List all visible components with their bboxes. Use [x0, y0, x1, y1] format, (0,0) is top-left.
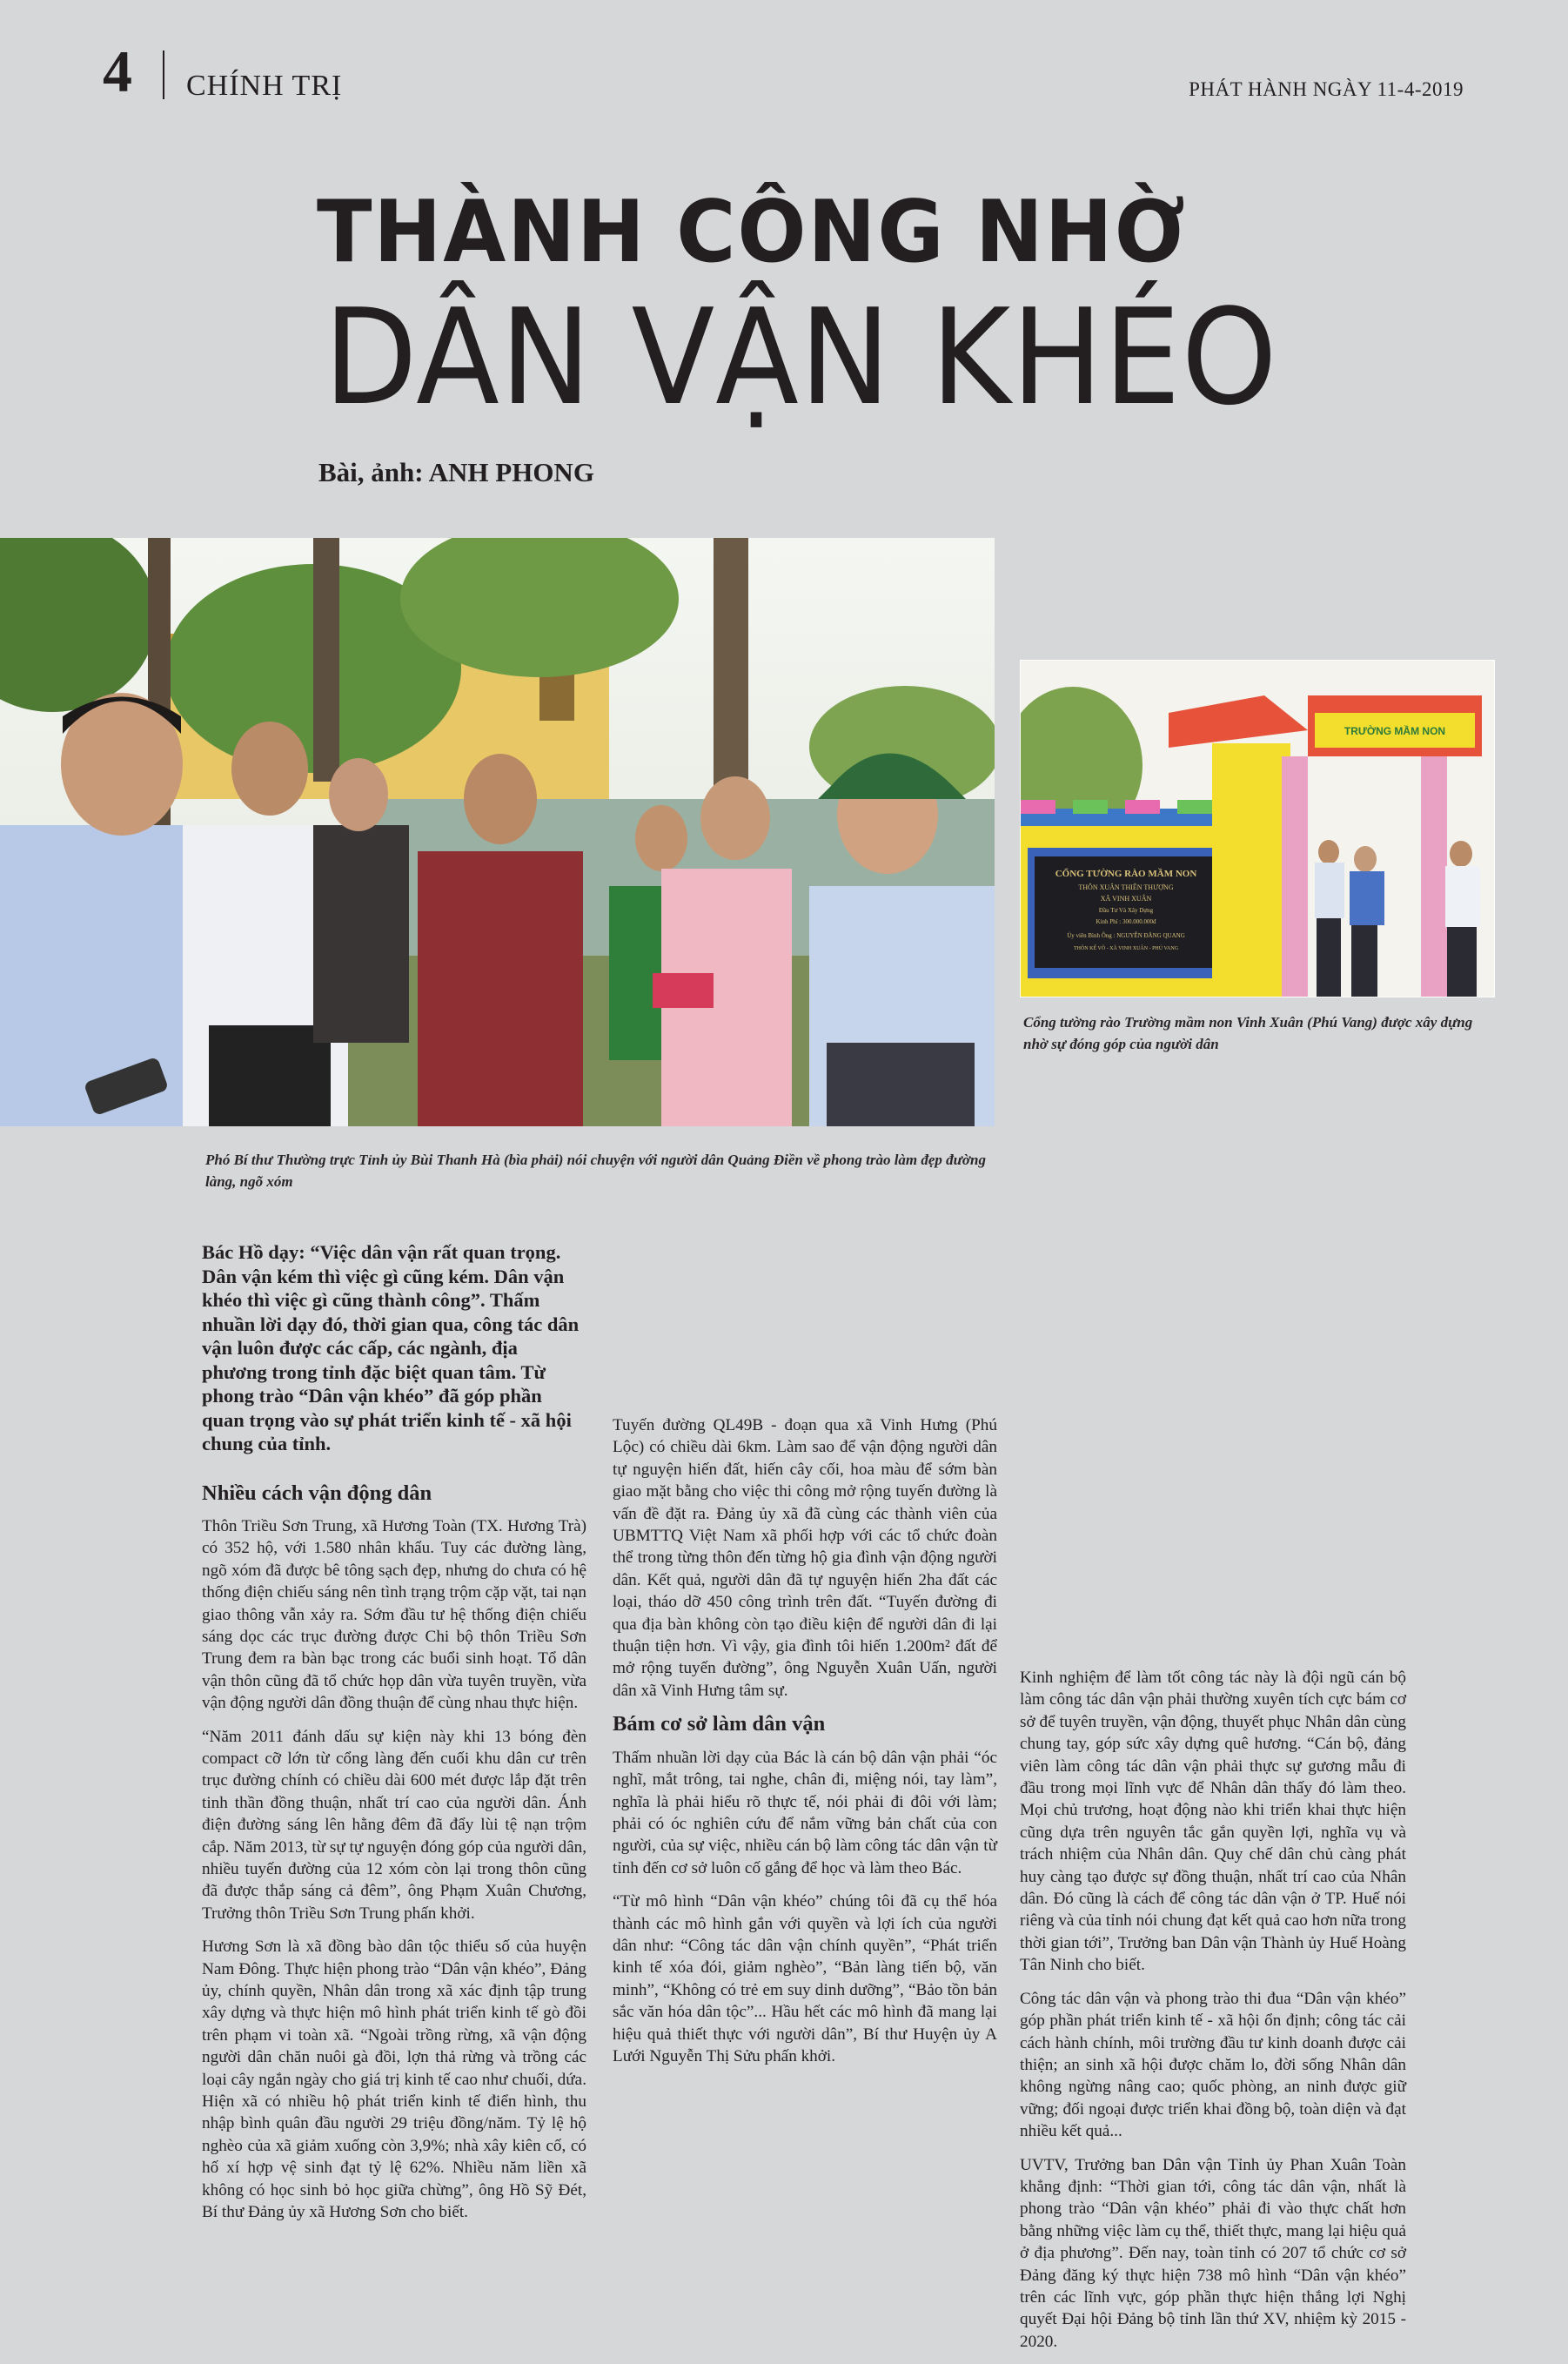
main-photo-caption: Phó Bí thư Thường trực Tỉnh ủy Bùi Thanh Hà (bìa phải) nói chuyện với người dân Quảng Điền về phong trào làm đẹp đường làng, ngõ xóm	[205, 1152, 986, 1190]
gate-sign: TRƯỜNG MẦM NON	[1344, 725, 1446, 737]
article-column-1	[202, 1240, 586, 2235]
paragraph-9: UVTV, Trưởng ban Dân vận Tỉnh ủy Phan Xuân Toàn khẳng định: “Thời gian tới, công tác dân vận, nhất là phong trào “Dân vận khéo” phải đi vào thực chất hơn bằng những việc làm cụ thể, thiết thực, mang lại hiệu quả ở địa phương”. Đến nay, toàn tỉnh có 207 tổ chức cơ sở Đảng đăng ký thực hiện 738 mô hình “Dân vận khéo” trên các lĩnh vực, góp phần thực hiện thắng lợi Nghị quyết Đại hội Đảng bộ tỉnh lần thứ XV, nhiệm kỳ 2015 - 2020.	[1020, 2155, 1406, 2351]
issue-date: PHÁT HÀNH NGÀY 11-4-2019	[1189, 78, 1464, 100]
paragraph-3: Hương Sơn là xã đồng bào dân tộc thiểu số của huyện Nam Đông. Thực hiện phong trào “Dân vận khéo”, Đảng ủy, chính quyền, Nhân dân trong xã xác định tập trung xây dựng và thực hiện mô hình phát triển kinh tế gò đồi trên phạm vi toàn xã. “Ngoài trồng rừng, xã vận động người dân chăn nuôi gà đồi, lợn thả rừng và trồng các loại cây ngắn ngày cho giá trị kinh tế cao như chuối, dứa. Hiện xã có nhiều hộ phát triển kinh tế điển hình, thu nhập bình quân đầu người 29 triệu đồng/năm. Tỷ lệ hộ nghèo của xã giảm xuống còn 3,9%; nhà xây kiên cố, có hố xí hợp vệ sinh đạt tỷ lệ 62%. Nhiều năm liền xã không có học sinh bỏ học giữa chừng”, ông Hồ Sỹ Đét, Bí thư Đảng ủy xã Hương Sơn cho biết.	[202, 1938, 586, 2222]
headline-line-1: THÀNH CÔNG NHỜ	[317, 183, 1187, 282]
main-photo	[0, 538, 995, 1126]
paragraph-8: Công tác dân vận và phong trào thi đua “Dân vận khéo” góp phần phát triển kinh tế - xã hội ổn định; công tác cải cách hành chính, môi trường đầu tư kinh doanh được cải thiện; an sinh xã hội được chăm lo, đời sống Nhân dân không ngừng nâng cao; quốc phòng, an ninh được giữ vững; đối ngoại được triển khai đồng bộ, toàn diện và đạt nhiều kết quả...	[1020, 1989, 1406, 2141]
page-number: 4	[103, 38, 132, 104]
subhead-1: Nhiều cách vận động dân	[202, 1481, 432, 1505]
headline-line-2: DÂN VẬN KHÉO	[324, 280, 1278, 434]
paragraph-4: Tuyến đường QL49B - đoạn qua xã Vinh Hưng (Phú Lộc) có chiều dài 6km. Làm sao để vận động người dân tự nguyện hiến đất, hiến cây cối, hoa màu để sớm bàn giao mặt bằng cho việc thi công mở rộng tuyến đường là vấn đề đặt ra. Đảng ủy xã đã cùng các thành viên của UBMTTQ Việt Nam xã phối hợp với các tổ chức đoàn thể trong từng thôn đến từng hộ gia đình vận động người dân. Kết quả, người dân đã tự nguyện hiến 2ha đất các loại, tháo dỡ 450 công trình trên đất. “Tuyến đường đi qua địa bàn không còn tạo điều kiện để người dân đi lại thuận tiện hơn. Vì vậy, gia đình tôi hiến 1.200m² đất để mở rộng tuyến đường”, ông Nguyễn Xuân Uấn, người dân xã Vinh Hưng tâm sự.	[613, 1416, 997, 1700]
sign-line-6: Ủy viên Bình Ông : NGUYỄN ĐĂNG QUANG	[1067, 932, 1185, 939]
article-column-2	[613, 1414, 997, 2079]
paragraph-2: “Năm 2011 đánh dấu sự kiện này khi 13 bóng đèn compact cỡ lớn từ cổng làng đến cuối khu dân cư trên trục đường chính có chiều dài 600 mét được lắp đặt trên tinh thần đồng thuận, nhất trí cao của người dân. Ánh điện đường sáng lên hằng đêm đã đẩy lùi tệ nạn trộm cắp. Năm 2013, từ sự tự nguyện đóng góp của người dân, nhiều tuyến đường của 12 xóm còn lại trong thôn cũng đã được thắp sáng cả đêm”, ông Phạm Xuân Chương, Trưởng thôn Triều Sơn Trung phấn khởi.	[202, 1727, 586, 1923]
sign-line-3: XÃ VINH XUÂN	[1100, 895, 1152, 903]
sign-line-2: THÔN XUÂN THIÊN THƯỢNG	[1078, 883, 1174, 891]
gate-photo	[1020, 660, 1495, 997]
sign-line-7: THÔN KẾ VÕ - XÃ VINH XUÂN - PHÚ VANG	[1073, 946, 1179, 951]
article-lead: Bác Hồ dạy: “Việc dân vận rất quan trọng. Dân vận kém thì việc gì cũng kém. Dân vận khéo thì việc gì cũng thành công”. Thấm nhuần lời dạy đó, thời gian qua, công tác dân vận luôn được các cấp, các ngành, địa phương trong tỉnh đặc biệt quan tâm. Từ phong trào “Dân vận khéo” đã góp phần quan trọng vào sự phát triển kinh tế - xã hội chung của tỉnh.	[202, 1241, 580, 1454]
paragraph-1: Thôn Triều Sơn Trung, xã Hương Toàn (TX. Hương Trà) có 352 hộ, với 1.580 nhân khẩu. Tuy các đường làng, ngõ xóm đã được bê tông sạch đẹp, nhưng do chưa có hệ thống điện chiếu sáng nên tình trạng trộm cặp vặt, tai nạn giao thông vẫn xảy ra. Sớm đầu tư hệ thống điện chiếu sáng dọc các trục đường được Chi bộ thôn Triều Sơn Trung đem ra bàn bạc trong các buổi sinh hoạt. Tổ dân vận thôn cũng đã tổ chức họp dân vừa tuyên truyền, vừa vận động người dân đồng thuận để cùng nhau thực hiện.	[202, 1516, 586, 1713]
main-photo-illustration	[0, 538, 995, 1126]
article-column-3	[1020, 1667, 1406, 2364]
gate-photo-caption: Cổng tường rào Trường mầm non Vinh Xuân (Phú Vang) được xây dựng nhờ sự đóng góp của người dân	[1023, 1014, 1473, 1052]
paragraph-7: Kinh nghiệm để làm tốt công tác này là đội ngũ cán bộ làm công tác dân vận phải thường xuyên tích cực bám cơ sở để tuyên truyền, vận động, thuyết phục Nhân dân cùng chung tay, góp sức xây dựng quê hương. “Cán bộ, đảng viên làm công tác dân vận phải thực sự gương mẫu đi đầu trong mọi lĩnh vực để Nhân dân thấy đó làm theo. Mọi chủ trương, hoạt động nào khi triển khai thực hiện cũng dựa trên nguyên tắc gắn quyền lợi, nghĩa vụ và trách nhiệm của Nhân dân. Quy chế dân chủ càng phát huy càng tạo được sự đồng thuận, nhất trí cao của Nhân dân. Đó cũng là cách để công tác dân vận ở TP. Huế nói riêng và của tỉnh nói chung đạt kết quả cao hơn nữa trong thời gian tới”, Trưởng ban Dân vận Thành ủy Huế Hoàng Tân Ninh cho biết.	[1020, 1669, 1406, 1975]
sign-line-1: CỔNG TƯỜNG RÀO MẦM NON	[1055, 869, 1197, 879]
paragraph-5: Thấm nhuần lời dạy của Bác là cán bộ dân vận phải “óc nghĩ, mắt trông, tai nghe, chân đi, miệng nói, tay làm”, nghĩa là phải hiểu rõ thực tế, nói phải đi đôi với làm; phải có óc nghiên cứu để nắm vững bản chất của con người, của sự việc, nhiều cán bộ làm công tác dân vận từ tỉnh đến cơ sở luôn cố gắng để học và làm theo Bác.	[613, 1748, 997, 1877]
sign-line-4: Đầu Tư Và Xây Dựng	[1098, 907, 1154, 914]
header-divider	[163, 50, 164, 99]
sign-line-5: Kinh Phí : 300.000.000đ	[1096, 918, 1156, 925]
gate-photo-illustration	[1021, 661, 1494, 997]
paragraph-6: “Từ mô hình “Dân vận khéo” chúng tôi đã cụ thể hóa thành các mô hình gắn với quyền và lợi ích của người dân như: “Công tác dân vận chính quyền”, “Phát triển kinh tế xóa đói, giảm nghèo”, “Bản làng tiến bộ, văn minh”, “Không có trẻ em suy dinh dưỡng”, “Bảo tồn bản sắc văn hóa dân tộc”... Hầu hết các mô hình đã mang lại hiệu quả thiết thực với người dân”, Bí thư Huyện ủy A Lưới Nguyễn Thị Sửu phấn khởi.	[613, 1892, 997, 2065]
section-title: CHÍNH TRỊ	[186, 70, 343, 102]
byline: Bài, ảnh: ANH PHONG	[318, 457, 594, 487]
subhead-2: Bám cơ sở làm dân vận	[613, 1712, 826, 1736]
